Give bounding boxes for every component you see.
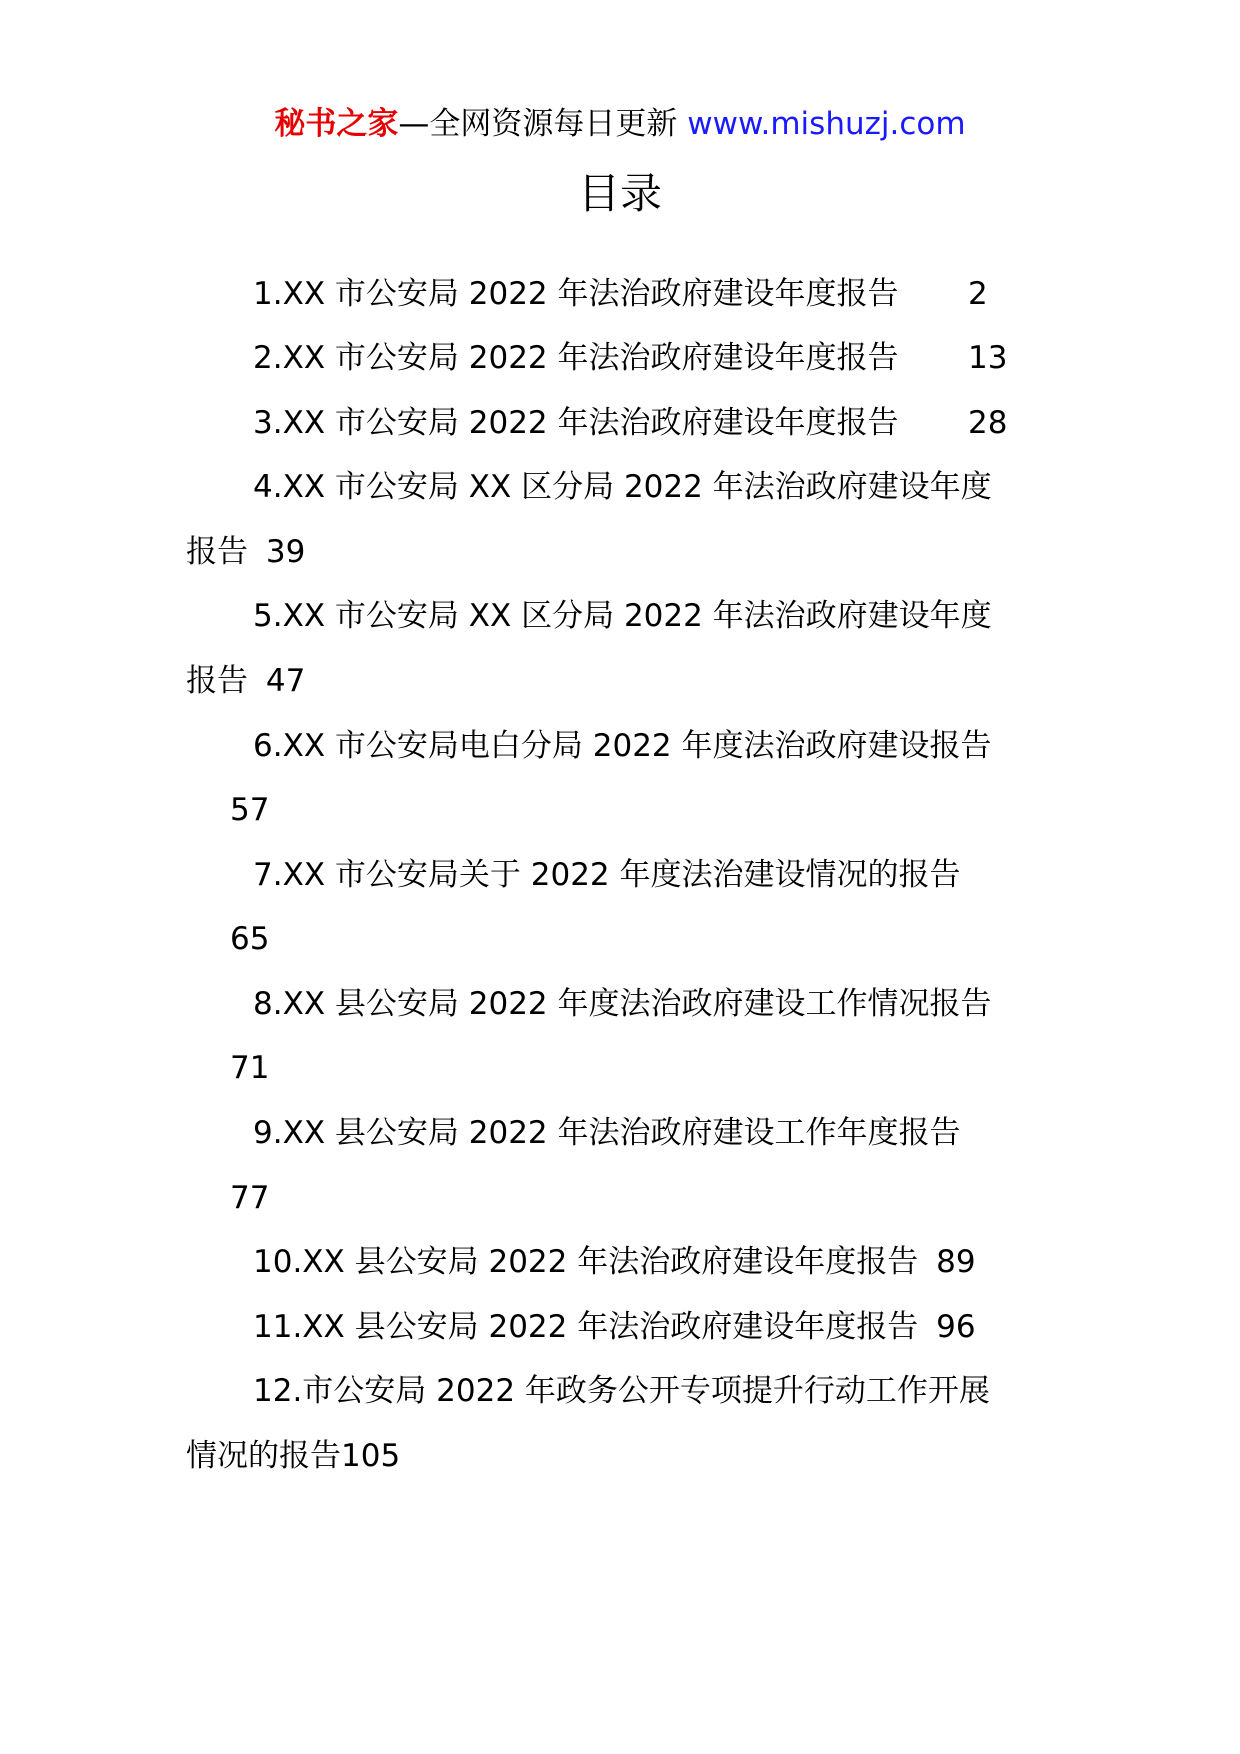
toc-entry-7[interactable] bbox=[253, 853, 961, 897]
toc-entry-9[interactable] bbox=[253, 1111, 961, 1155]
toc-entry-12-continuation bbox=[186, 1434, 400, 1478]
website-link[interactable]: www.mishuzj.com bbox=[687, 106, 966, 142]
page-title: 目录 bbox=[577, 169, 662, 218]
toc-entry-6-page bbox=[230, 788, 269, 832]
toc-entry-title: 4.XX 市公安局 XX 区分局 2022 年法治政府建设年度 bbox=[253, 469, 992, 505]
toc-page-number: 71 bbox=[230, 1050, 270, 1086]
toc-entry-5[interactable] bbox=[253, 594, 992, 638]
toc-page-number: 28 bbox=[968, 405, 1008, 441]
toc-page-number: 89 bbox=[936, 1244, 976, 1280]
toc-page-number: 2 bbox=[968, 276, 988, 312]
toc-entry-9-page bbox=[230, 1176, 269, 1220]
toc-entry-title: 6.XX 市公安局电白分局 2022 年度法治政府建设报告 bbox=[253, 728, 992, 764]
toc-entry-5-continuation bbox=[186, 659, 305, 703]
toc-entry-4[interactable] bbox=[253, 465, 992, 509]
toc-entry-6[interactable] bbox=[253, 724, 992, 768]
brand-name: 秘书之家 bbox=[274, 106, 399, 142]
toc-page-number: 105 bbox=[341, 1438, 401, 1474]
toc-page-number: 57 bbox=[230, 792, 270, 828]
toc-entry-title: 3.XX 市公安局 2022 年法治政府建设年度报告 bbox=[253, 405, 899, 441]
toc-entry-1-page bbox=[968, 272, 988, 316]
toc-entry-title-cont: 报告 bbox=[186, 534, 248, 570]
header-slogan: —全网资源每日更新 bbox=[398, 106, 688, 142]
toc-entry-11[interactable] bbox=[253, 1305, 976, 1349]
toc-entry-12[interactable] bbox=[253, 1369, 990, 1413]
page-header bbox=[0, 102, 1240, 146]
toc-page-number: 13 bbox=[968, 340, 1008, 376]
toc-entry-3[interactable] bbox=[253, 401, 899, 445]
toc-entry-1[interactable] bbox=[253, 272, 899, 316]
toc-entry-title: 5.XX 市公安局 XX 区分局 2022 年法治政府建设年度 bbox=[253, 598, 992, 634]
toc-page-number: 77 bbox=[230, 1180, 270, 1216]
toc-entry-title: 1.XX 市公安局 2022 年法治政府建设年度报告 bbox=[253, 276, 899, 312]
toc-entry-2-page bbox=[968, 336, 1007, 380]
toc-entry-4-continuation bbox=[186, 530, 305, 574]
toc-entry-title: 7.XX 市公安局关于 2022 年度法治建设情况的报告 bbox=[253, 857, 961, 893]
toc-entry-8-page bbox=[230, 1046, 269, 1090]
toc-entry-3-page bbox=[968, 401, 1007, 445]
toc-entry-title-cont: 报告 bbox=[186, 663, 248, 699]
toc-entry-7-page bbox=[230, 917, 269, 961]
toc-entry-10[interactable] bbox=[253, 1240, 976, 1284]
toc-entry-title: 12.市公安局 2022 年政务公开专项提升行动工作开展 bbox=[253, 1373, 990, 1409]
toc-entry-title: 2.XX 市公安局 2022 年法治政府建设年度报告 bbox=[253, 340, 899, 376]
toc-entry-title: 8.XX 县公安局 2022 年度法治政府建设工作情况报告 bbox=[253, 986, 992, 1022]
toc-entry-title: 9.XX 县公安局 2022 年法治政府建设工作年度报告 bbox=[253, 1115, 961, 1151]
toc-entry-title-cont: 情况的报告 bbox=[186, 1438, 341, 1474]
toc-page-number: 47 bbox=[265, 663, 306, 699]
toc-page-number: 39 bbox=[265, 534, 306, 570]
toc-entry-title: 10.XX 县公安局 2022 年法治政府建设年度报告 bbox=[253, 1244, 919, 1280]
toc-page-number: 96 bbox=[936, 1309, 976, 1345]
toc-entry-8[interactable] bbox=[253, 982, 992, 1026]
toc-entry-title: 11.XX 县公安局 2022 年法治政府建设年度报告 bbox=[253, 1309, 919, 1345]
toc-entry-2[interactable] bbox=[253, 336, 899, 380]
toc-page-number: 65 bbox=[230, 921, 270, 957]
